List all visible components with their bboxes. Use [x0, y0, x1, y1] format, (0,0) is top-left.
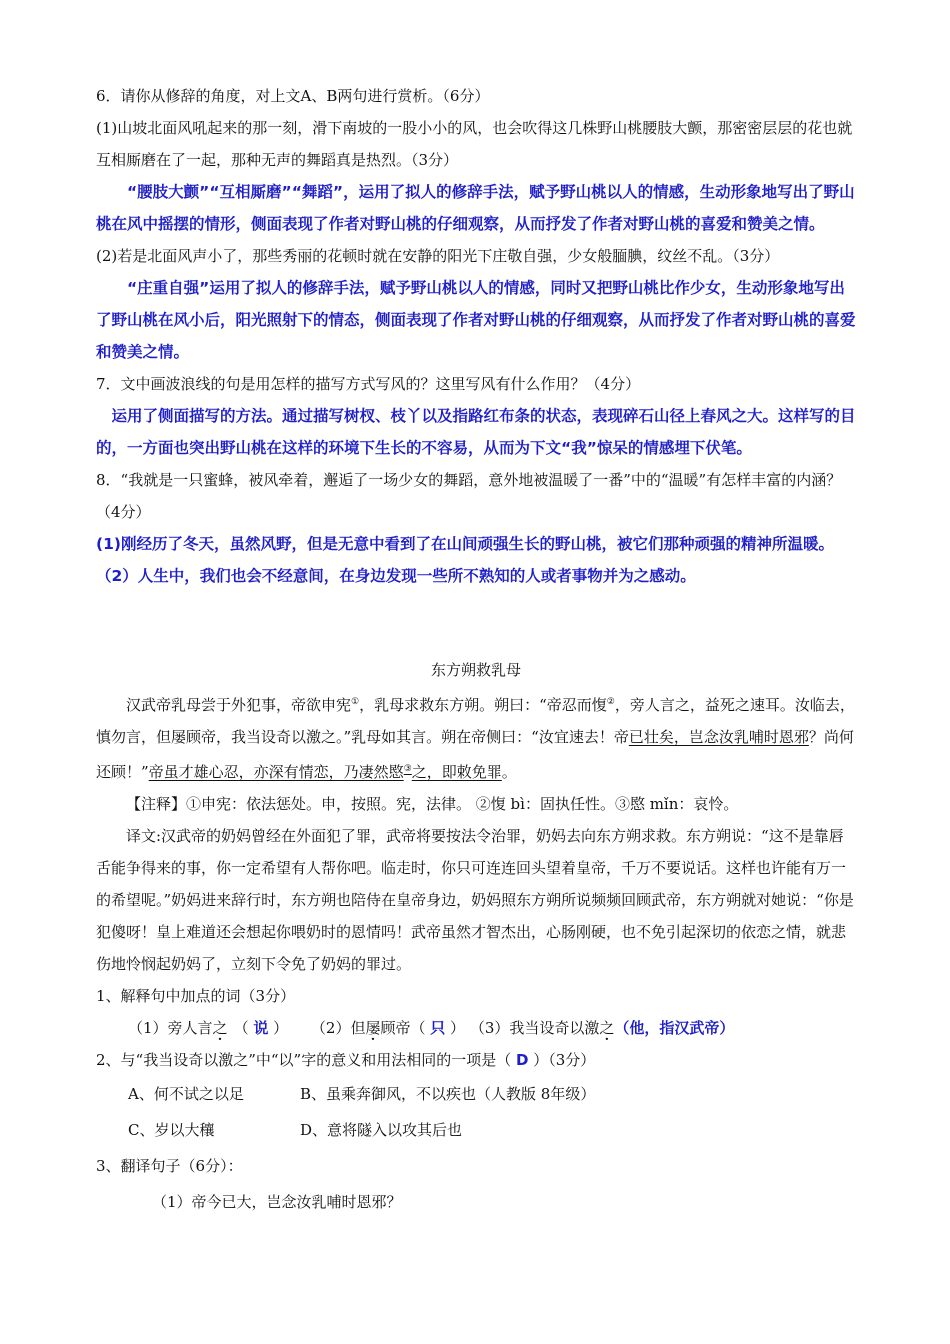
- q8-question: 8．“我就是一只蜜蜂，被风牵着，邂逅了一场少女的舞蹈，意外地被温暖了一番”中的“温暖”有怎样丰富的内涵？（4分）: [96, 471, 842, 521]
- q6-answer-2: “庄重自强”运用了拟人的修辞手法，赋予野山桃以人的情感，同时又把野山桃比作少女，生动形象地写出了野山桃在风小后，阳光照射下的情态，侧面表现了作者对野山桃的仔细观察，从而抒发了作者对野山桃的喜爱和赞美之情。: [96, 279, 856, 361]
- exercise-2-options-ab: [96, 1076, 856, 1112]
- exercise-2-question: 2、与“我当设奇以激之”中“以”字的意义和用法相同的一项是（ D ）（3分）: [96, 1051, 596, 1069]
- option-a: A、何不试之以足: [128, 1085, 244, 1103]
- exercise-3-sentence-1: （1）帝今已大，岂念汝乳哺时恩邪？: [152, 1193, 402, 1211]
- exercise-2-options-cd: [96, 1112, 856, 1148]
- exercise-1-items: （1）旁人言之 （ 说 ） （2）但屡顾帝（ 只 ） （3）我当设奇以激之（他，指汉武帝）: [128, 1019, 735, 1037]
- passage-title: 东方朔救乳母: [430, 661, 521, 679]
- q7-answer: 运用了侧面描写的方法。通过描写树杈、枝丫以及指路红布条的状态，表现碎石山径上春风之大。这样写的目的，一方面也突出野山桃在这样的环境下生长的不容易，从而为下文“我”惊呆的情感埋下伏笔。: [96, 407, 856, 457]
- passage-translation: 译文:汉武帝的奶妈曾经在外面犯了罪，武帝将要按法令治罪，奶妈去向东方朔求救。东方朔说：“这不是靠唇舌能争得来的事，你一定希望有人帮你吧。临走时，你只可连连回头望着皇帝，千万不要说话。这样也许能有万一的希望呢。”奶妈进来辞行时，东方朔也陪侍在皇帝身边，奶妈照东方朔所说频频回顾武帝，东方朔就对她说：“你是犯傻呀！皇上难道还会想起你喂奶时的恩情吗！武帝虽然才智杰出，心肠刚硬，也不免引起深切的依恋之情，就悲伤地怜悯起奶妈了，立刻下令免了奶妈的罪过。: [96, 827, 854, 973]
- option-d: D、意将隧入以攻其后也: [300, 1121, 463, 1139]
- document-page: [96, 80, 856, 1220]
- q7-question: 7．文中画波浪线的句是用怎样的描写方式写风的？这里写风有什么作用？（4分）: [96, 375, 641, 393]
- q6-answer-1: “腰肢大颤”“互相厮磨”“舞蹈”，运用了拟人的修辞手法，赋予野山桃以人的情感，生动形象地写出了野山桃在风中摇摆的情形，侧面表现了作者对野山桃的仔细观察，从而抒发了作者对野山桃的喜爱和赞美之情。: [96, 183, 855, 233]
- option-c: C、岁以大穰: [128, 1121, 215, 1139]
- passage-text: 汉武帝乳母尝于外犯事，帝欲申宪①，乳母求救东方朔。朔曰：“帝忍而愎②，旁人言之，益死之速耳。汝临去，慎勿言，但屡顾帝，我当设奇以激之。”乳母如其言。朔在帝侧曰：“汝宜速去！帝已壮矣，岂念汝乳哺时恩邪？尚何还顾！”帝虽才雄心忍，亦深有情恋，乃凄然愍③之，即敕免罪。: [96, 696, 855, 781]
- exercise-3-question: 3、翻译句子（6分）：: [96, 1157, 243, 1175]
- q6-question: 6．请你从修辞的角度，对上文A、B两句进行赏析。（6分）: [96, 87, 490, 105]
- exercise-1-question: 1、解释句中加点的词（3分）: [96, 987, 296, 1005]
- q6-sentence-2: (2)若是北面风声小了，那些秀丽的花顿时就在安静的阳光下庄敬自强，少女般腼腆，纹丝不乱。（3分）: [96, 247, 780, 265]
- q8-answer: (1)刚经历了冬天，虽然风野，但是无意中看到了在山间顽强生长的野山桃，被它们那种顽强的精神所温暖。（2）人生中，我们也会不经意间，在身边发现一些所不熟知的人或者事物并为之感动。: [96, 535, 834, 585]
- option-b: B、虽乘奔御风，不以疾也（人教版 8年级）: [300, 1085, 596, 1103]
- passage-notes: 【注释】①申宪：依法惩处。申，按照。宪，法律。 ②愎 bì：固执任性。③愍 mǐn：哀怜。: [126, 795, 739, 813]
- q6-sentence-1: (1)山坡北面风吼起来的那一刻，滑下南坡的一股小小的风，也会吹得这几株野山桃腰肢大颤，那密密层层的花也就互相厮磨在了一起，那种无声的舞蹈真是热烈。（3分）: [96, 119, 853, 169]
